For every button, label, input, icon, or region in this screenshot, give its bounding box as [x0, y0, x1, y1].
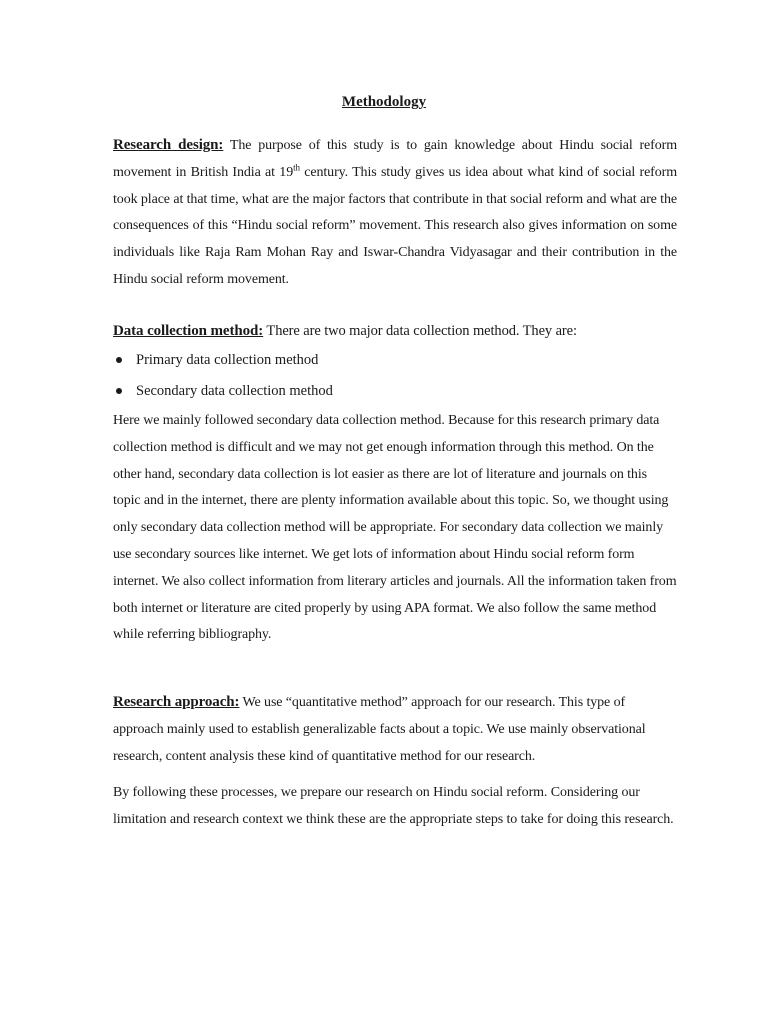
research-design-text-start: The purpose of this study is to gain knowledge about Hindu social reform movement in British India at 19 [113, 138, 677, 180]
research-design-heading: Research design: [113, 137, 224, 153]
data-collection-intro-text: There are two major data collection method. They are: [263, 323, 577, 339]
research-design-text-end: century. This study gives us idea about what kind of social reform took place at that time, what are the major factors that contribute in that social reform and what are the consequences of this “Hindu social reform” movement. This research also gives information on some individuals like Raja Ram Mohan Ray and Iswar-Chandra Vidyasagar and their contribution in the Hindu social reform movement. [113, 164, 677, 287]
research-approach-heading: Research approach: [113, 694, 240, 710]
list-item [113, 349, 333, 380]
superscript-th: th [293, 162, 300, 173]
bullet-text: Secondary data collection method [136, 383, 333, 399]
research-approach-text: We use “quantitative method” approach for our research. This type of approach mainly used to establish generalizable facts about a topic. We use mainly observational research, content analysis these kind of quantitative method for our research. [113, 695, 646, 764]
bullet-icon [116, 357, 122, 363]
bullet-icon [116, 388, 122, 394]
conclusion-paragraph: By following these processes, we prepare our research on Hindu social reform. Considering our limitation and research context we think these are the appropriate steps to take for doing this research. [113, 785, 674, 827]
data-collection-bullet-list [113, 349, 333, 411]
list-item [113, 380, 333, 411]
bullet-text: Primary data collection method [136, 352, 319, 368]
data-collection-intro-paragraph [113, 320, 677, 342]
page-title: Methodology [341, 94, 427, 110]
research-design-paragraph [113, 132, 677, 294]
data-collection-paragraph: Here we mainly followed secondary data collection method. Because for this research primary data collection method is difficult and we may not get enough information through this method. On the other hand, secondary data collection is lot easier as there are lot of literature and journals on this topic and in the internet, there are plenty information available about this topic. So, we thought using only secondary data collection method will be appropriate. For secondary data collection we mainly use secondary sources like internet. We get lots of information about Hindu social reform form internet. We also collect information from literary articles and journals. All the information taken from both internet or literature are cited properly by using APA format. We also follow the same method while referring bibliography. [113, 413, 677, 643]
research-approach-paragraph [113, 689, 677, 770]
data-collection-heading: Data collection method: [113, 323, 264, 339]
